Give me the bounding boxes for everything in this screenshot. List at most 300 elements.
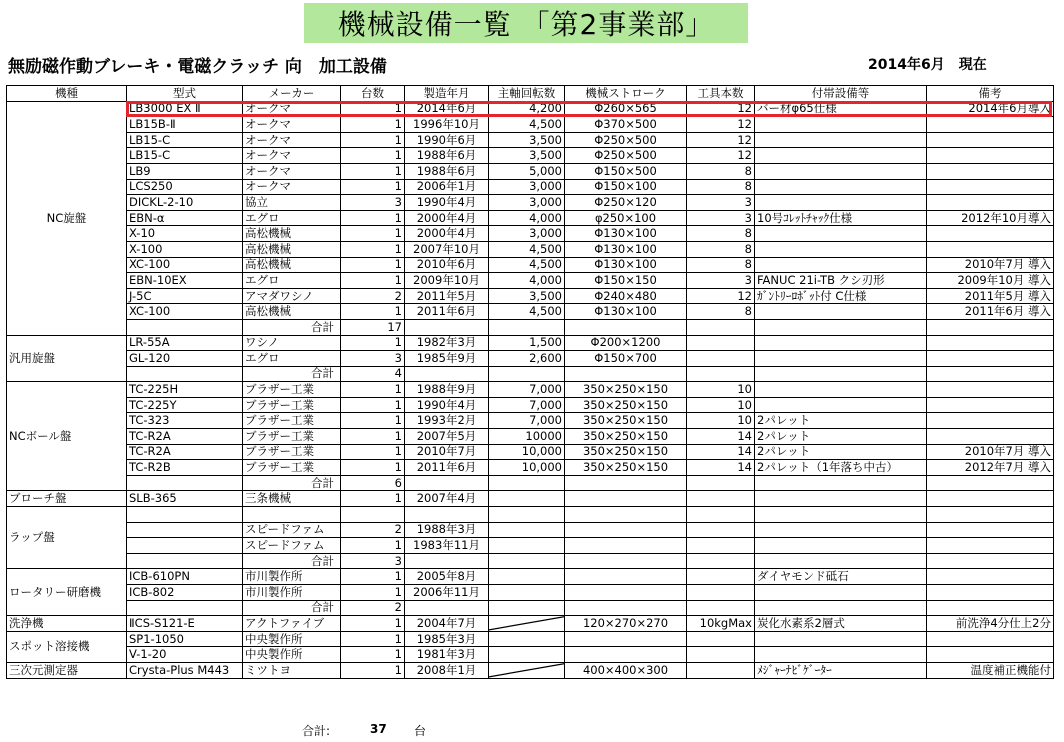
subtotal-label: 合計 (243, 366, 341, 382)
cell-quantity: 1 (341, 569, 405, 585)
cell-tool-count (687, 569, 755, 585)
subtotal-blank (127, 366, 243, 382)
cell-quantity: 1 (341, 444, 405, 460)
table-row (7, 382, 1054, 398)
cell-model: V-1-20 (127, 647, 243, 663)
cell-maker: 市川製作所 (243, 569, 341, 585)
cell-remarks: 温度補正機能付 (927, 662, 1054, 678)
cell-tool-count (687, 491, 755, 507)
cell-accessories (755, 195, 927, 211)
cell-quantity: 1 (341, 304, 405, 320)
subtotal-row (7, 319, 1054, 335)
cell-spindle-speed: 10,000 (489, 444, 565, 460)
header-model: 型式 (127, 86, 243, 102)
grand-total-unit: 台 (414, 724, 427, 738)
table-row (7, 273, 1054, 289)
table-row (7, 163, 1054, 179)
cell-quantity: 1 (341, 616, 405, 632)
cell-tool-count (687, 507, 755, 523)
table-row (7, 210, 1054, 226)
cell-machine-stroke (565, 491, 687, 507)
cell-manufacture-date: 1988年3月 (405, 522, 489, 538)
cell-remarks (927, 647, 1054, 663)
cell-remarks (927, 179, 1054, 195)
cell-remarks (927, 335, 1054, 351)
cell-machine-stroke: 350×250×150 (565, 397, 687, 413)
cell-spindle-speed: 5,000 (489, 163, 565, 179)
category-cell: ロータリー研磨機 (7, 569, 127, 616)
cell-tool-count: 12 (687, 148, 755, 164)
table-row (7, 179, 1054, 195)
cell-quantity: 1 (341, 491, 405, 507)
cell-machine-stroke: Φ150×150 (565, 273, 687, 289)
cell-spindle-speed: 10000 (489, 429, 565, 445)
empty-cell (405, 475, 489, 491)
cell-accessories: 2パレット (755, 429, 927, 445)
cell-quantity (341, 507, 405, 523)
cell-maker: 高松機械 (243, 226, 341, 242)
cell-accessories (755, 522, 927, 538)
subtotal-label: 合計 (243, 553, 341, 569)
cell-manufacture-date: 2011年5月 (405, 288, 489, 304)
category-cell: ラップ盤 (7, 507, 127, 569)
cell-model: LB15-C (127, 132, 243, 148)
empty-cell (755, 553, 927, 569)
subtotal-value: 3 (341, 553, 405, 569)
cell-tool-count (687, 647, 755, 663)
cell-accessories (755, 585, 927, 601)
cell-accessories (755, 397, 927, 413)
cell-tool-count: 14 (687, 460, 755, 476)
cell-accessories (755, 631, 927, 647)
cell-quantity: 1 (341, 241, 405, 257)
cell-manufacture-date: 1990年4月 (405, 195, 489, 211)
cell-spindle-speed: 7,000 (489, 397, 565, 413)
cell-quantity: 1 (341, 585, 405, 601)
empty-cell (687, 600, 755, 616)
subtotal-label: 合計 (243, 319, 341, 335)
cell-remarks (927, 117, 1054, 133)
empty-cell (687, 475, 755, 491)
cell-manufacture-date: 2007年5月 (405, 429, 489, 445)
cell-accessories: ｶﾞﾝﾄﾘｰﾛﾎﾞｯﾄ付 C仕様 (755, 288, 927, 304)
grand-total-label: 合計: (302, 724, 331, 738)
cell-spindle-speed: 4,500 (489, 304, 565, 320)
cell-model: ICB-802 (127, 585, 243, 601)
cell-tool-count: 12 (687, 288, 755, 304)
cell-spindle-speed: 10,000 (489, 460, 565, 476)
cell-accessories (755, 241, 927, 257)
table-row (7, 226, 1054, 242)
cell-remarks (927, 351, 1054, 367)
cell-model: TC-225H (127, 382, 243, 398)
cell-maker: ワシノ (243, 335, 341, 351)
cell-accessories (755, 382, 927, 398)
category-cell: 洗浄機 (7, 616, 127, 632)
table-row (7, 444, 1054, 460)
cell-remarks (927, 507, 1054, 523)
empty-cell (489, 600, 565, 616)
subtotal-label: 合計 (243, 475, 341, 491)
cell-machine-stroke: 120×270×270 (565, 616, 687, 632)
cell-machine-stroke: Φ130×100 (565, 241, 687, 257)
cell-spindle-speed (489, 569, 565, 585)
cell-spindle-speed: 7,000 (489, 413, 565, 429)
cell-manufacture-date: 2008年1月 (405, 662, 489, 678)
cell-machine-stroke: 350×250×150 (565, 413, 687, 429)
cell-model: TC-R2B (127, 460, 243, 476)
cell-machine-stroke: Φ130×100 (565, 304, 687, 320)
cell-accessories (755, 304, 927, 320)
cell-tool-count (687, 662, 755, 678)
cell-maker: 三条機械 (243, 491, 341, 507)
cell-maker: ブラザー工業 (243, 444, 341, 460)
cell-accessories: 炭化水素系2層式 (755, 616, 927, 632)
empty-cell (405, 553, 489, 569)
table-row (7, 257, 1054, 273)
cell-quantity: 2 (341, 522, 405, 538)
subtotal-blank (127, 319, 243, 335)
cell-tool-count (687, 538, 755, 554)
cell-manufacture-date: 1982年3月 (405, 335, 489, 351)
cell-model: EBN-10EX (127, 273, 243, 289)
cell-accessories (755, 132, 927, 148)
table-row (7, 101, 1054, 117)
cell-remarks (927, 585, 1054, 601)
cell-remarks (927, 631, 1054, 647)
subtotal-value: 6 (341, 475, 405, 491)
cell-remarks (927, 413, 1054, 429)
cell-model: X-100 (127, 241, 243, 257)
subtotal-row (7, 600, 1054, 616)
header-spindle-speed: 主軸回転数 (489, 86, 565, 102)
cell-model: TC-R2A (127, 444, 243, 460)
table-row (7, 335, 1054, 351)
cell-machine-stroke: Φ130×100 (565, 257, 687, 273)
table-row (7, 288, 1054, 304)
cell-machine-stroke: Φ240×480 (565, 288, 687, 304)
cell-spindle-speed: 3,500 (489, 148, 565, 164)
table-row (7, 132, 1054, 148)
cell-machine-stroke: Φ370×500 (565, 117, 687, 133)
cell-manufacture-date: 2000年4月 (405, 226, 489, 242)
cell-tool-count: 14 (687, 429, 755, 445)
header-manufacture-date: 製造年月 (405, 86, 489, 102)
subtotal-value: 17 (341, 319, 405, 335)
cell-manufacture-date: 1981年3月 (405, 647, 489, 663)
table-row (7, 148, 1054, 164)
cell-spindle-speed (489, 647, 565, 663)
cell-maker: ブラザー工業 (243, 382, 341, 398)
cell-tool-count: 8 (687, 304, 755, 320)
cell-maker: オークマ (243, 117, 341, 133)
cell-manufacture-date: 1988年6月 (405, 148, 489, 164)
empty-cell (755, 475, 927, 491)
cell-tool-count (687, 631, 755, 647)
table-row (7, 195, 1054, 211)
cell-model: ICB-610PN (127, 569, 243, 585)
cell-maker: 高松機械 (243, 304, 341, 320)
cell-maker: ブラザー工業 (243, 413, 341, 429)
cell-model: LB3000 EX Ⅱ (127, 101, 243, 117)
table-row (7, 413, 1054, 429)
cell-spindle-speed: 4,500 (489, 241, 565, 257)
cell-model: EBN-α (127, 210, 243, 226)
cell-tool-count (687, 335, 755, 351)
cell-remarks (927, 569, 1054, 585)
equipment-table (6, 85, 1054, 679)
cell-quantity: 1 (341, 117, 405, 133)
cell-accessories (755, 226, 927, 242)
empty-cell (687, 366, 755, 382)
cell-accessories (755, 491, 927, 507)
cell-quantity: 1 (341, 148, 405, 164)
cell-tool-count: 10kgMax (687, 616, 755, 632)
grand-total-value: 37 (370, 722, 387, 736)
cell-accessories: 2パレット (755, 444, 927, 460)
cell-accessories: ﾒｼﾞｬｰﾅﾋﾞｹﾞｰﾀｰ (755, 662, 927, 678)
cell-machine-stroke: 350×250×150 (565, 444, 687, 460)
cell-machine-stroke (565, 647, 687, 663)
cell-machine-stroke: Φ150×500 (565, 163, 687, 179)
cell-model: LR-55A (127, 335, 243, 351)
cell-manufacture-date: 2007年10月 (405, 241, 489, 257)
cell-quantity: 3 (341, 351, 405, 367)
cell-maker: 中央製作所 (243, 631, 341, 647)
cell-manufacture-date: 2000年4月 (405, 210, 489, 226)
cell-manufacture-date (405, 507, 489, 523)
category-cell: スポット溶接機 (7, 631, 127, 662)
cell-tool-count: 3 (687, 210, 755, 226)
cell-manufacture-date: 1985年9月 (405, 351, 489, 367)
cell-model: LB15-C (127, 148, 243, 164)
cell-accessories (755, 148, 927, 164)
cell-quantity: 1 (341, 429, 405, 445)
cell-tool-count: 8 (687, 241, 755, 257)
cell-quantity: 1 (341, 210, 405, 226)
cell-machine-stroke (565, 585, 687, 601)
cell-machine-stroke: Φ250×120 (565, 195, 687, 211)
diagonal-line (489, 616, 564, 631)
cell-model: GL-120 (127, 351, 243, 367)
cell-accessories: 2パレット（1年落ち中古） (755, 460, 927, 476)
cell-quantity: 1 (341, 163, 405, 179)
cell-maker: 中央製作所 (243, 647, 341, 663)
empty-cell (489, 475, 565, 491)
cell-remarks (927, 195, 1054, 211)
cell-accessories: FANUC 21i-TB クシ刃形 (755, 273, 927, 289)
cell-maker: エグロ (243, 273, 341, 289)
cell-tool-count: 10 (687, 413, 755, 429)
cell-spindle-speed (489, 538, 565, 554)
table-row (7, 117, 1054, 133)
cell-spindle-speed: 4,200 (489, 101, 565, 117)
cell-maker: スピードファム (243, 538, 341, 554)
table-row (7, 351, 1054, 367)
empty-cell (755, 600, 927, 616)
cell-manufacture-date: 2010年7月 (405, 444, 489, 460)
header-quantity: 台数 (341, 86, 405, 102)
empty-cell (405, 600, 489, 616)
cell-model: XC-100 (127, 257, 243, 273)
empty-cell (927, 600, 1054, 616)
empty-cell (755, 319, 927, 335)
category-cell: 汎用旋盤 (7, 335, 127, 382)
cell-manufacture-date: 2011年6月 (405, 460, 489, 476)
cell-maker: アクトファイブ (243, 616, 341, 632)
cell-machine-stroke (565, 538, 687, 554)
empty-cell (565, 366, 687, 382)
table-row (7, 662, 1054, 678)
subtitle: 無励磁作動ブレーキ・電磁クラッチ 向 加工設備 (8, 57, 387, 77)
cell-tool-count: 10 (687, 397, 755, 413)
cell-manufacture-date: 2014年6月 (405, 101, 489, 117)
cell-accessories (755, 335, 927, 351)
cell-model: SP1-1050 (127, 631, 243, 647)
cell-tool-count: 8 (687, 179, 755, 195)
cell-accessories (755, 507, 927, 523)
subtotal-blank (127, 600, 243, 616)
cell-spindle-speed: 4,500 (489, 117, 565, 133)
cell-model: DICKL-2-10 (127, 195, 243, 211)
cell-maker: オークマ (243, 179, 341, 195)
cell-quantity: 1 (341, 460, 405, 476)
cell-manufacture-date: 2004年7月 (405, 616, 489, 632)
cell-machine-stroke: 350×250×150 (565, 382, 687, 398)
cell-model: XC-100 (127, 304, 243, 320)
cell-model: TC-323 (127, 413, 243, 429)
cell-remarks: 2010年7月 導入 (927, 257, 1054, 273)
category-cell: NCボール盤 (7, 382, 127, 491)
empty-cell (565, 600, 687, 616)
empty-cell (927, 366, 1054, 382)
header-remarks: 備考 (927, 86, 1054, 102)
cell-manufacture-date: 1990年6月 (405, 132, 489, 148)
cell-manufacture-date: 1985年3月 (405, 631, 489, 647)
category-cell: ブローチ盤 (7, 491, 127, 507)
cell-tool-count (687, 351, 755, 367)
cell-manufacture-date: 2011年6月 (405, 304, 489, 320)
cell-spindle-speed: 3,000 (489, 226, 565, 242)
cell-manufacture-date: 2009年10月 (405, 273, 489, 289)
subtotal-blank (127, 475, 243, 491)
page-title: 機械設備一覧 「第2事業部」 (304, 3, 748, 43)
table-row (7, 397, 1054, 413)
empty-cell (489, 366, 565, 382)
cell-quantity: 1 (341, 397, 405, 413)
cell-tool-count (687, 522, 755, 538)
cell-manufacture-date: 1996年10月 (405, 117, 489, 133)
cell-remarks (927, 491, 1054, 507)
cell-remarks (927, 148, 1054, 164)
cell-model (127, 522, 243, 538)
table-row (7, 538, 1054, 554)
cell-spindle-speed (489, 507, 565, 523)
cell-maker: オークマ (243, 163, 341, 179)
cell-accessories (755, 117, 927, 133)
cell-model: LB15B-Ⅱ (127, 117, 243, 133)
slash-cell (489, 662, 565, 678)
cell-machine-stroke: 350×250×150 (565, 460, 687, 476)
cell-maker: オークマ (243, 148, 341, 164)
empty-cell (565, 319, 687, 335)
cell-quantity: 1 (341, 101, 405, 117)
cell-remarks (927, 538, 1054, 554)
cell-machine-stroke: Φ260×565 (565, 101, 687, 117)
cell-manufacture-date: 2006年1月 (405, 179, 489, 195)
cell-model: X-10 (127, 226, 243, 242)
category-cell: 三次元測定器 (7, 662, 127, 678)
cell-accessories (755, 351, 927, 367)
table-row (7, 647, 1054, 663)
cell-model: SLB-365 (127, 491, 243, 507)
cell-tool-count: 12 (687, 117, 755, 133)
cell-model: LB9 (127, 163, 243, 179)
cell-quantity: 1 (341, 538, 405, 554)
header-machine-stroke: 機械ストローク (565, 86, 687, 102)
cell-manufacture-date: 1988年9月 (405, 382, 489, 398)
cell-quantity: 1 (341, 662, 405, 678)
cell-remarks (927, 226, 1054, 242)
cell-manufacture-date: 2010年6月 (405, 257, 489, 273)
diagonal-line (489, 663, 564, 678)
cell-accessories (755, 538, 927, 554)
table-row (7, 631, 1054, 647)
empty-cell (565, 553, 687, 569)
cell-spindle-speed: 3,000 (489, 195, 565, 211)
cell-spindle-speed: 4,000 (489, 273, 565, 289)
cell-tool-count: 12 (687, 132, 755, 148)
empty-cell (489, 553, 565, 569)
category-cell: NC旋盤 (7, 101, 127, 335)
cell-remarks: 2011年6月 導入 (927, 304, 1054, 320)
cell-machine-stroke (565, 569, 687, 585)
empty-cell (927, 475, 1054, 491)
cell-maker: アマダワシノ (243, 288, 341, 304)
cell-quantity: 1 (341, 335, 405, 351)
table-row (7, 429, 1054, 445)
table-row (7, 304, 1054, 320)
cell-remarks (927, 397, 1054, 413)
cell-quantity: 1 (341, 631, 405, 647)
header-category: 機種 (7, 86, 127, 102)
cell-maker: ブラザー工業 (243, 397, 341, 413)
cell-machine-stroke (565, 507, 687, 523)
cell-quantity: 1 (341, 179, 405, 195)
cell-spindle-speed: 7,000 (489, 382, 565, 398)
cell-tool-count: 8 (687, 257, 755, 273)
cell-quantity: 2 (341, 288, 405, 304)
cell-remarks (927, 382, 1054, 398)
table-row (7, 522, 1054, 538)
header-maker: メーカー (243, 86, 341, 102)
cell-tool-count: 8 (687, 163, 755, 179)
cell-model: TC-R2A (127, 429, 243, 445)
cell-remarks: 2012年10月導入 (927, 210, 1054, 226)
cell-maker: ブラザー工業 (243, 429, 341, 445)
cell-machine-stroke: Φ130×100 (565, 226, 687, 242)
cell-model: ⅡCS-S121-E (127, 616, 243, 632)
cell-maker: ミツトヨ (243, 662, 341, 678)
table-row (7, 616, 1054, 632)
cell-remarks: 2014年6月導入 (927, 101, 1054, 117)
cell-remarks: 前洗浄4分仕上2分 (927, 616, 1054, 632)
cell-quantity: 1 (341, 273, 405, 289)
cell-manufacture-date: 1988年6月 (405, 163, 489, 179)
cell-spindle-speed (489, 585, 565, 601)
cell-remarks (927, 241, 1054, 257)
cell-maker: オークマ (243, 101, 341, 117)
